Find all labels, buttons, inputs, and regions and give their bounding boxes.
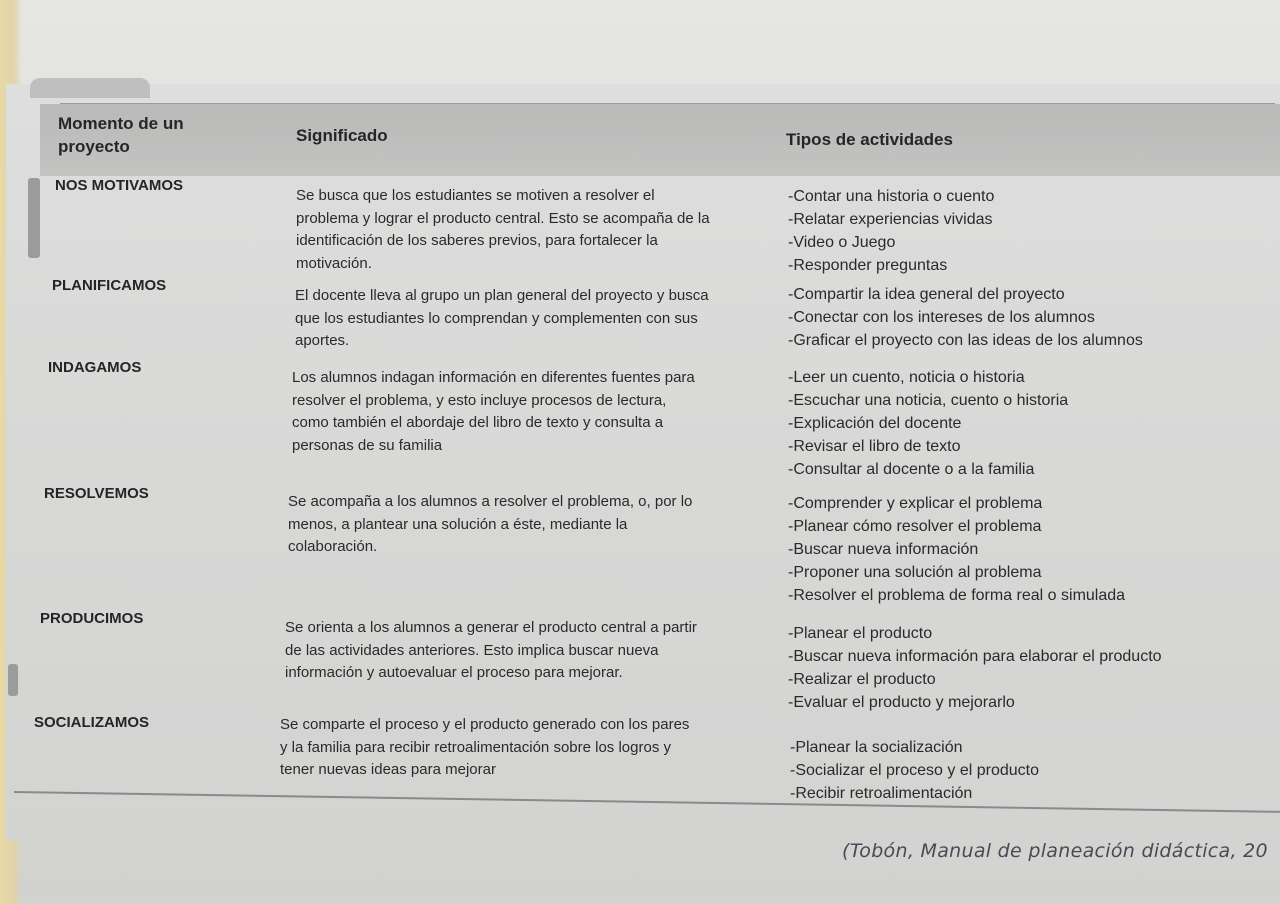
meaning-resolvemos xyxy=(288,491,692,559)
meaning-line: Se busca que los estudiantes se motiven a resolver el xyxy=(296,187,655,204)
meaning-line: información y autoevaluar el proceso para mejorar. xyxy=(285,664,623,681)
moment-producimos: PRODUCIMOS xyxy=(40,610,144,627)
meaning-line: identificación de los saberes previos, para fortalecer la xyxy=(296,232,658,249)
table-header-band xyxy=(40,104,1280,176)
meaning-line: Se comparte el proceso y el producto generado con los pares xyxy=(280,716,690,733)
meaning-line: tener nuevas ideas para mejorar xyxy=(280,761,496,778)
meaning-planificamos xyxy=(295,285,709,353)
activity-item: -Compartir la idea general del proyecto xyxy=(788,286,1065,303)
meaning-line: menos, a plantear una solución a éste, mediante la xyxy=(288,515,628,533)
activity-item: -Planear el producto xyxy=(788,625,933,642)
meaning-indagamos xyxy=(292,367,695,457)
meaning-line: de las actividades anteriores. Esto implica buscar nueva xyxy=(285,641,659,659)
binder-shadow-top xyxy=(28,178,40,258)
activities-planificamos xyxy=(788,283,1143,352)
meaning-line: problema y lograr el producto central. Esto se acompaña de la xyxy=(296,209,710,227)
header-activities: Tipos de actividades xyxy=(786,130,953,149)
meaning-line: y la familia para recibir retroalimentación sobre los logros y xyxy=(280,738,671,756)
activities-indagamos xyxy=(788,366,1068,481)
header-moment xyxy=(58,112,184,158)
activity-item: -Relatar experiencias vividas xyxy=(788,211,993,228)
meaning-line: Los alumnos indagan información en diferentes fuentes para xyxy=(292,369,695,386)
meaning-line: El docente lleva al grupo un plan general del proyecto y busca xyxy=(295,287,709,304)
activity-item: -Buscar nueva información xyxy=(788,541,979,558)
activities-producimos xyxy=(788,622,1162,714)
moment-planificamos: PLANIFICAMOS xyxy=(52,277,167,294)
activity-item: -Contar una historia o cuento xyxy=(788,188,995,205)
table-top-rule xyxy=(60,103,1275,104)
activity-item: -Resolver el problema de forma real o simulada xyxy=(788,587,1126,604)
activity-item: -Consultar al docente o a la familia xyxy=(788,461,1035,478)
activity-item: -Conectar con los intereses de los alumnos xyxy=(788,309,1095,326)
activity-item: -Leer un cuento, noticia o historia xyxy=(788,369,1025,386)
citation-text: (Tobón, Manual de planeación didáctica, 20 xyxy=(842,840,1268,862)
activities-resolvemos xyxy=(788,492,1125,607)
meaning-socializamos xyxy=(280,714,689,782)
activity-item: -Revisar el libro de texto xyxy=(788,438,961,455)
header-moment-line1: Momento de un xyxy=(58,114,184,133)
meaning-line: colaboración. xyxy=(288,538,378,555)
meaning-line: como también el abordaje del libro de texto y consulta a xyxy=(292,414,664,431)
moment-indagamos: INDAGAMOS xyxy=(48,359,142,376)
meaning-line: motivación. xyxy=(296,254,372,272)
activities-nos-motivamos xyxy=(788,185,994,277)
meaning-line: resolver el problema, y esto incluye procesos de lectura, xyxy=(292,391,667,409)
activity-item: -Comprender y explicar el problema xyxy=(788,495,1043,512)
activity-item: -Planear la socialización xyxy=(790,739,963,756)
activity-item: -Graficar el proyecto con las ideas de los alumnos xyxy=(788,332,1143,349)
moment-socializamos: SOCIALIZAMOS xyxy=(34,714,149,731)
activity-item: -Explicación del docente xyxy=(788,415,962,432)
header-meaning: Significado xyxy=(296,126,388,145)
activity-item: -Realizar el producto xyxy=(788,671,936,688)
binder-shadow-bottom xyxy=(8,664,18,696)
meaning-line: Se orienta a los alumnos a generar el producto central a partir xyxy=(285,619,697,636)
activity-item: -Planear cómo resolver el problema xyxy=(788,518,1042,535)
meaning-line: personas de su familia xyxy=(292,436,443,454)
activity-item: -Recibir retroalimentación xyxy=(790,785,973,802)
meaning-line: que los estudiantes lo comprendan y complementen con sus xyxy=(295,309,698,327)
moment-nos-motivamos: NOS MOTIVAMOS xyxy=(55,177,184,194)
activities-socializamos xyxy=(790,736,1039,805)
activity-item: -Evaluar el producto y mejorarlo xyxy=(788,694,1015,711)
activity-item: -Buscar nueva información para elaborar el producto xyxy=(788,648,1162,665)
page-tab-edge xyxy=(30,78,150,98)
activity-item: -Video o Juego xyxy=(788,234,896,251)
meaning-line: Se acompaña a los alumnos a resolver el problema, o, por lo xyxy=(288,493,693,510)
meaning-nos-motivamos xyxy=(296,185,710,275)
meaning-producimos xyxy=(285,617,697,685)
header-moment-line2: proyecto xyxy=(58,137,130,156)
meaning-line: aportes. xyxy=(295,332,350,349)
activity-item: -Escuchar una noticia, cuento o historia xyxy=(788,392,1069,409)
moment-resolvemos: RESOLVEMOS xyxy=(44,485,149,502)
activity-item: -Socializar el proceso y el producto xyxy=(790,762,1040,779)
activity-item: -Responder preguntas xyxy=(788,257,948,274)
activity-item: -Proponer una solución al problema xyxy=(788,564,1042,581)
